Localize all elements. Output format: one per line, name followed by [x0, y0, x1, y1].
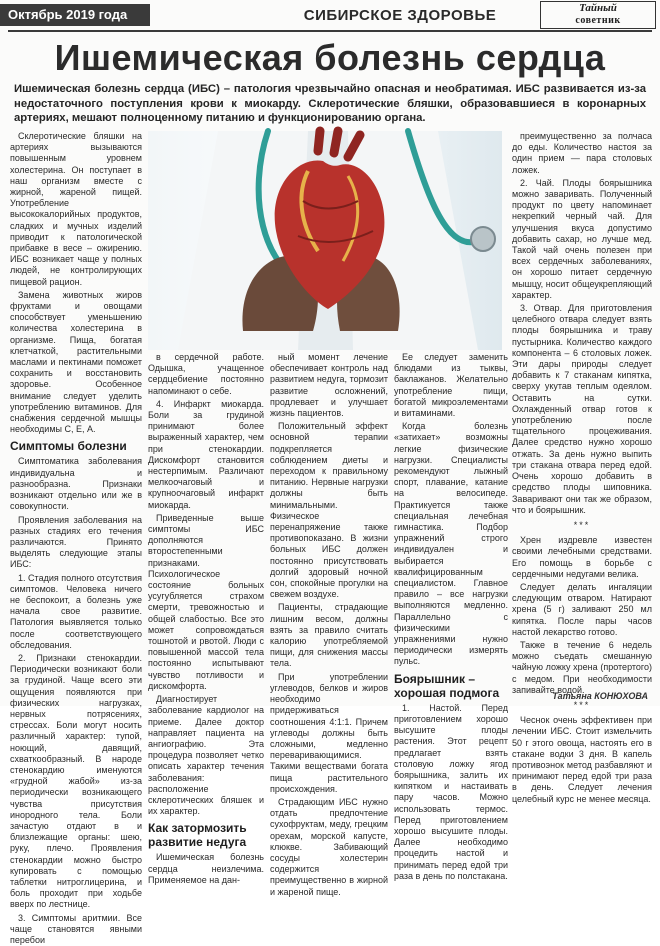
section-separator: ***	[573, 699, 591, 710]
header-divider	[8, 30, 652, 32]
article-lead: Ишемическая болезнь сердца (ИБС) – патология чрезвычайно опасная и необратимая. ИБС развивается из-за недостаточного поступления крови к миокарду. Склеротические бляшки, образовавшиеся в коронарных артериях, мешают полноценному питанию и функционированию органа.	[14, 83, 646, 125]
paragraph: 3. Симптомы аритмии. Все чаще становятся явными перебои	[10, 912, 142, 946]
paragraph: Диагностирует заболевание кардиолог на приеме. Далее доктор направляет пациента на ангиографию. Эта процедура позволяет четко описать характер течения заболевания: расположение склеротических бляшек и их характер.	[148, 694, 264, 817]
paragraph: Хрен издревле известен своими лечебными средствами. Его помощь в борьбе с сердечными недугами велика.	[512, 535, 652, 579]
doctor-heart-illustration	[148, 131, 502, 350]
paragraph: Чеснок очень эффективен при лечении ИБС. Стоит измельчить 50 г этого овоща, настоять его в стакане водки 3 дня. В капель противоэнок метод разбавляют и принимают перед едой три раза в день. Следует лечения целебный курс не менее месяца.	[512, 715, 652, 804]
paragraph: Ее следует заменить блюдами из тыквы, баклажанов. Желательно употребление пищи, богатой микроэлементами и витаминами.	[394, 352, 508, 419]
section-title: СИБИРСКОЕ ЗДОРОВЬЕ	[303, 7, 497, 24]
paragraph: Пациенты, страдающие лишним весом, должны взять за правило считать калорию употребляемой пищи, для снижения массы тела.	[270, 602, 388, 669]
paragraph: 3. Отвар. Для приготовления целебного отвара следует взять плоды боярышника и траву пустырника. Количество каждого компонента – 6 столовых ложек. Эти дары природы следует добавить к 7 стаканам кипятка, сверху укутав теплым одеялом. Оставить на сутки. Охлажденный отвар готов к употреблению после тщательного процеживания. Далее средство нужно хорошо отжать. За день нужно выпить три стакана отвара перед едой. Очень хорошо добавить в средство плоды шиповника. Заваривают они так же образом, что и боярышник.	[512, 303, 652, 515]
paragraph: преимущественно за полчаса до еды. Количество настоя за один прием — пара столовых ложек.	[512, 131, 652, 175]
page-header	[0, 0, 660, 30]
paragraph: Страдающим ИБС нужно отдать предпочтение сухофруктам, меду, грецким орехам, морской капусте, клюкве. Забивающий сосуды холестерин содержится преимущественно в жирной и жареной пище.	[270, 796, 388, 897]
paragraph: в сердечной работе. Одышка, учащенное сердцебиение постоянно напоминают о себе.	[148, 352, 264, 396]
paragraph: Положительный эффект основной терапии подкрепляется соблюдением диеты и переходом к правильному питанию. Нервные нагрузки должны быть минимальными. Физическое перенапряжение также противопоказано. В жизни больных ИБС должен постоянно присутствовать долгий здоровый ночной сон, спокойные прогулки на свежем воздухе.	[270, 421, 388, 600]
section-separator: ***	[573, 519, 591, 530]
logo-top-text: Тайный	[579, 2, 617, 14]
issue-date: Октябрь 2019 года	[0, 4, 150, 26]
logo-bottom-text: советник	[575, 15, 621, 26]
paragraph: 2. Чай. Плоды боярышника можно заваривать. Полученный продукт по цвету напоминает некрепкий черный чай. Для улучшения вкуса допустимо добавить сахар, но лучше мед. Такой чай очень полезен при всех сердечных заболеваниях, он хорошо питает сердечную мышцу, носит общеукрепляющий характер.	[512, 177, 652, 300]
column-4	[394, 352, 508, 881]
section-heading-slow-disease: Как затормозить развитие недуга	[148, 821, 247, 850]
column-1	[10, 131, 142, 946]
article-photo	[148, 131, 502, 350]
paragraph: 2. Признаки стенокардии. Периодически возникают боли за грудиной. Чаще всего эти ощущения появляются при физических нагрузках, нервных потрясениях, стрессах. Боли могут носить различный характер: тупой, ноющий, давящий, схваткообразный. В народе стенокардию именуются «грудной жабой» из-за периодически возникающего чувства присутствия инородного тела. Боли зачастую отдают в и близлежащие органы: шею, руку, плечо. Проявления стенокардии можно быстро купировать с помощью таблетки нитроглицерина, и боль проходит при ходьбе вверх по лестнице.	[10, 652, 142, 910]
section-heading-hawthorn: Боярышник – хорошая подмога	[394, 671, 500, 700]
paragraph: Приведенные выше симптомы ИБС дополняются второстепенными признаками. Психологическое состояние больных усугубляется страхом смерти, тревожностью и общей слабостью. Все это может сопровождаться тошнотой и рвотой. Люди с повышенной массой тела постоянно испытывают чувство потливости и дискомфорта.	[148, 512, 264, 691]
paragraph: 1. Настой. Перед приготовлением хорошо высушите плоды растения. Этот рецепт предлагает взять столовую ложку ягод боярышника, залить их кипятком и настаивать пару часов. Можно использовать термос. Перед приготовлением хорошо высушите плоды. Далее необходимо процедить настой и принимать перед едой три раза в день по полстакана.	[394, 702, 508, 881]
paragraph: Когда болезнь «затихает» возможны легкие физические нагрузки. Специалисты рекомендуют лыжный спорт, плавание, катание на велосипеде. Практикуется также специальная лечебная гимнастика. Подбор упражнений строго индивидуален и выбирается квалифицированным специалистом. Главное правило – все нагрузки выполняются медленно. Параллельно с физическими упражнениями нужно периодически измерять пульс.	[394, 421, 508, 667]
newspaper-logo	[540, 1, 656, 29]
author-signature: Татьяна КОНЮХОВА	[552, 691, 648, 701]
column-2	[148, 352, 264, 885]
paragraph: Замена животных жиров фруктами и овощами способствует уменьшению количества холестерина в организме. Пища, богатая клетчаткой, растительными маслами и пектинами поможет сохранить и восстановить здоровье. Особенное внимание следует уделить употреблению витаминов. Для снабжения сердечной мышцы необходимы С, Е, А.	[10, 289, 142, 435]
paragraph: Склеротические бляшки на артериях вызываются повышенным уровнем холестерина. Он поступает в наш организм вместе с жирной, жареной пищей. Употребление высококалорийных продуктов, сладких и мучных изделий приводит к патологической прибавке в весе – ожирению. ИБС возникает чаще у полных людей, не контролирующих пищевой рацион.	[10, 131, 142, 287]
paragraph: При употреблении углеводов, белков и жиров необходимо придерживаться соотношения 4:1:1. Причем углеводы должны быть сложными, медленно переваривающимися. Такими веществами богата пища растительного происхождения.	[270, 671, 388, 794]
article-title: Ишемическая болезнь сердца	[54, 37, 606, 78]
paragraph: Проявления заболевания на разных стадиях его течения различаются. Принято выделять следующие этапы ИБС:	[10, 514, 142, 570]
column-3	[270, 352, 388, 897]
paragraph: Симптоматика заболевания индивидуальна и разнообразна. Признаки возникают отдельно или же в совокупности.	[10, 456, 142, 512]
paragraph: Также в течение 6 недель можно съедать смешанную чайную ложку хрена (протертого) с медом. При необходимости запивайте водой.	[512, 639, 652, 695]
paragraph: Следует делать ингаляции следующим отваром. Натирают хрена (5 г) заливают 250 мл кипятка. После пары часов настой лекарство готово.	[512, 581, 652, 637]
paragraph: 4. Инфаркт миокарда. Боли за грудиной принимают более выраженный характер, чем при стенокардии. Дискомфорт становится нестерпимым. Различают мелкоочаговый и крупноочаговый инфаркт миокарда.	[148, 398, 264, 510]
paragraph: Ишемическая болезнь сердца неизлечима. Применяемое на дан-	[148, 852, 264, 885]
section-heading-symptoms: Симптомы болезни	[10, 439, 127, 454]
paragraph: ный момент лечение обеспечивает контроль над развитием недуга, тормозит развитие осложнений, продлевает и улучшает жизнь пациентов.	[270, 352, 388, 419]
paragraph: 1. Стадия полного отсутствия симптомов. Человека ничего не беспокоит, а болезнь уже начала свое развитие. Патология выявляется только после соответствующего обследования.	[10, 572, 142, 650]
